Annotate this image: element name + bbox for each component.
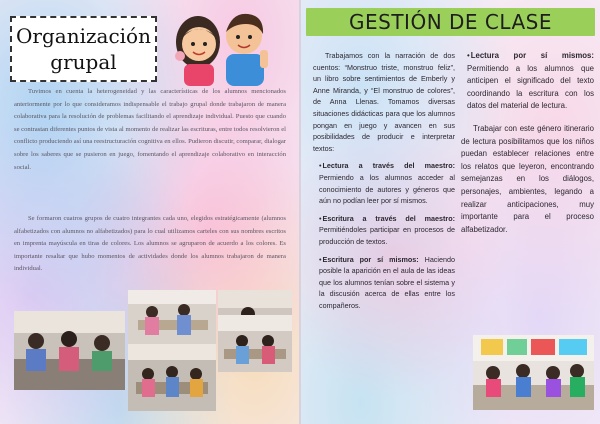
section-header <box>306 8 595 36</box>
list-item: •Escritura por sí mismos: Haciendo posible la aparición en el aula de las ideas que los alumnos tenían sobre el sistema y la discusión acerca de ellas entre los compañeros. <box>319 254 455 310</box>
left-page <box>0 0 299 424</box>
bullet-lead: Lectura a través del maestro: <box>322 161 455 171</box>
body-paragraph: Se formaron cuatros grupos de cuatro integrantes cada uno, elegidos estratégicamente (alumnos alfabetizados con alumnos no alfabetizados) para lo cual utilizamos carteles con sus nombres escritos en imprenta mayúscula en tiras de colores. Los alumnos se agruparon de acuerdo a los colores. Es importante resaltar que hubo momentos de actividades donde los alumnos trabajaron de manera individual. <box>14 215 286 273</box>
bullet-text: Permiendo a los alumnos acceder al conocimiento de autores y géneros que aún no podían leer por sí mismos. <box>319 172 455 206</box>
bullet-lead: Escritura por sí mismos: <box>322 254 419 264</box>
bullet-text: Permitiéndoles participar en procesos de producción de textos. <box>319 225 455 246</box>
classroom-photo <box>14 311 125 390</box>
title-box <box>10 16 157 82</box>
list-item: •Lectura a través del maestro: Permiendo a los alumnos acceder al conocimiento de autores y géneros que aún no podían leer por sí mismos. <box>319 161 455 206</box>
children-cartoon-icon <box>166 2 278 86</box>
classroom-photo <box>473 335 594 410</box>
bullet-text: Haciendo posible la aparición en el aula de las ideas que los alumnos tenían sobre el sistema y la discusión acerca de ellas entre los compañeros. <box>319 254 455 310</box>
list-item: •Lectura por sí mismos: Permitiendo a los alumnos que anticipen el significado del texto coordinando la escritura con los datos del material de lectura. <box>467 51 594 111</box>
bullet-lead: Escritura a través del maestro: <box>322 213 455 223</box>
page-title: Organización grupal <box>16 24 151 74</box>
text-column-right <box>461 50 594 246</box>
bullet-lead: Lectura por sí mismos: <box>470 51 594 60</box>
list-item: •Escritura a través del maestro: Permitiéndoles participar en procesos de producción de textos. <box>319 213 455 246</box>
intro-paragraph: Trabajamos con la narración de dos cuentos: “Monstruo triste, monstruo feliz”, un libro sobre sentimientos de Emberly y Anne Miranda, y “El monstruo de colores”, de Anna Llenas. Tomamos diversas situaciones didácticas para que los alumnos pongan en juego y avancen en sus posibilidades de producir e interpretar textos: <box>313 51 455 153</box>
text-column-left <box>313 50 455 317</box>
body-paragraph: Tuvimos en cuenta la heterogeneidad y las características de los alumnos mencionados anteriormente por lo que consideramos indispensable el trabajo grupal donde trabajaron de manera colaborativa para la resolución de problemas facilitando el aprendizaje individual. Puesto que cuando se contrastan diferentes puntos de vista al momento de realizar las escrituras, entre todos resolvieron el conflicto produciendo así una reestructuración cognitiva en ellos. Pudieron discutir, comparar, dialogar sobre los saberes que se pusieron en juego, fomentando el aprendizaje colaborativo en interacción social. <box>14 88 286 171</box>
classroom-photo <box>128 344 216 411</box>
classroom-photo <box>218 315 292 372</box>
section-title: GESTIÓN DE CLASE <box>349 10 552 34</box>
body-paragraph: Trabajar con este género itinerario de lectura posibilitamos que los niños puedan establecer relaciones entre los relatos que leyeron, encontrando semejanzas en los diálogos, personajes, ambientes, legando a realizar anticipaciones, muy importante para el proceso alfabetizador. <box>461 123 594 234</box>
classroom-photo <box>128 290 216 345</box>
bullet-text: Permitiendo a los alumnos que anticipen el significado del texto coordinando la escritura con los datos del material de lectura. <box>467 63 594 111</box>
right-page <box>301 0 600 424</box>
